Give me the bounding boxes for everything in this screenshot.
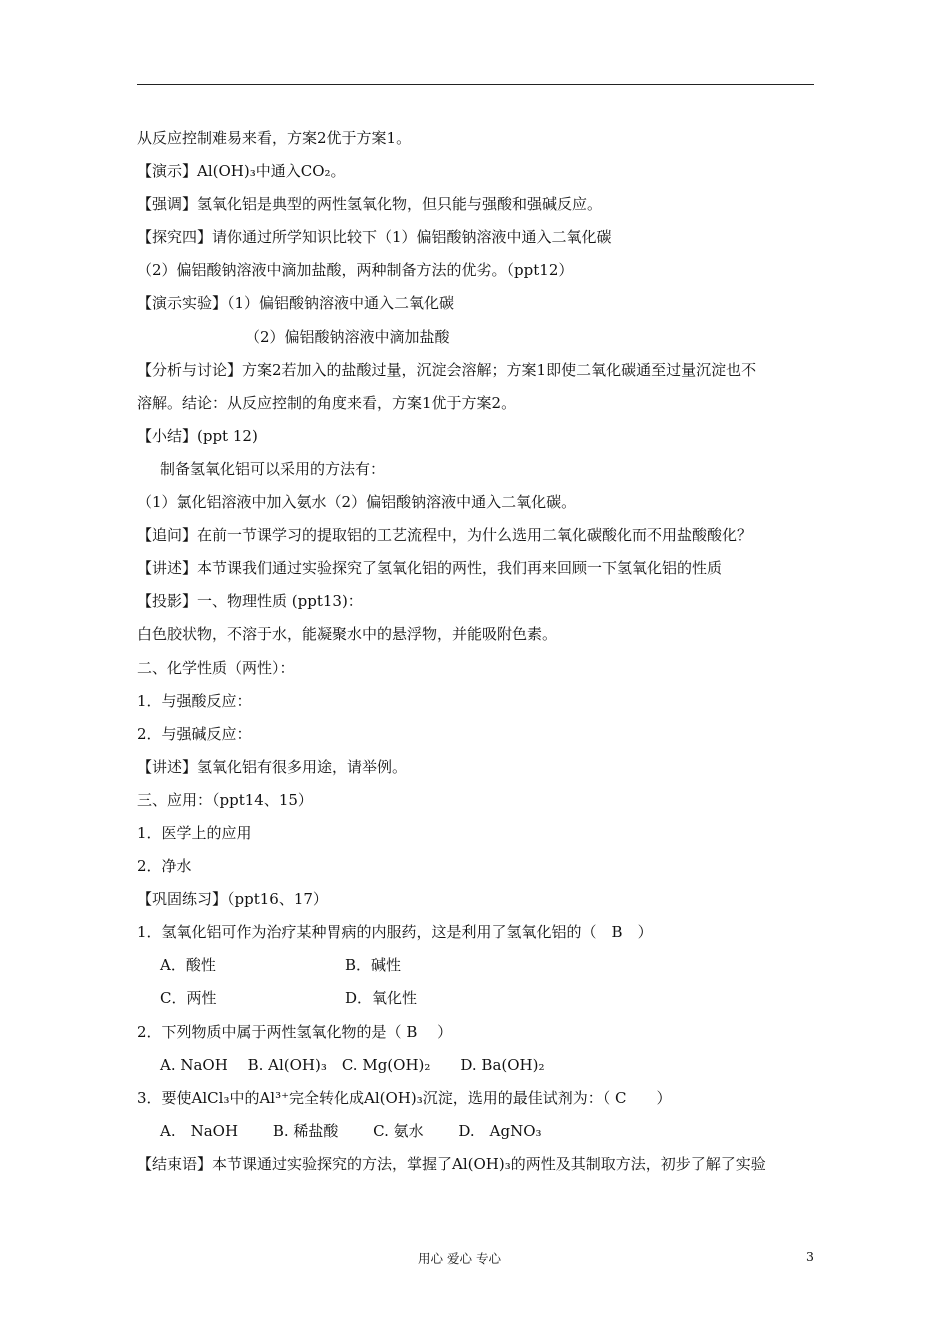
- text-line: 1．与强酸反应：: [137, 691, 252, 710]
- text-line: 【投影】一、物理性质 (ppt13)：: [137, 592, 363, 611]
- text-line: 二、化学性质（两性）：: [137, 658, 295, 677]
- text-line: 【演示实验】（1）偏铝酸钠溶液中通入二氧化碳: [137, 294, 455, 313]
- text-line: 1．医学上的应用: [137, 823, 252, 842]
- text-line: 【讲述】本节课我们通过实验探究了氢氧化铝的两性，我们再来回顾一下氢氧化铝的性质: [137, 559, 723, 578]
- text-line: 2．净水: [137, 857, 192, 876]
- header-rule: [137, 84, 814, 85]
- option-d: D．氧化性: [345, 989, 418, 1008]
- question-1-options-row: [137, 982, 827, 1015]
- text-line: 溶解。结论：从反应控制的角度来看，方案1优于方案2。: [137, 393, 517, 412]
- question-2: 2．下列物质中属于两性氢氧化物的是（ B ）: [137, 1022, 453, 1041]
- footer-motto: 用心 爱心 专心: [418, 1251, 501, 1266]
- document-body: [137, 122, 827, 1181]
- text-line: 【分析与讨论】方案2若加入的盐酸过量，沉淀会溶解；方案1即使二氧化碳通至过量沉淀也不: [137, 360, 757, 379]
- text-line: （2）偏铝酸钠溶液中滴加盐酸: [245, 327, 450, 346]
- text-line: 【追问】在前一节课学习的提取铝的工艺流程中，为什么选用二氧化碳酸化而不用盐酸酸化？: [137, 526, 753, 545]
- closing-remark: 【结束语】本节课通过实验探究的方法，掌握了Al(OH)₃的两性及其制取方法，初步了解了实验: [137, 1154, 766, 1173]
- text-line: 【小结】(ppt 12): [137, 426, 258, 445]
- text-line: 【探究四】请你通过所学知识比较下（1）偏铝酸钠溶液中通入二氧化碳: [137, 228, 612, 247]
- option-c: C．两性: [160, 989, 217, 1008]
- text-line: （2）偏铝酸钠溶液中滴加盐酸，两种制备方法的优劣。（ppt12）: [137, 261, 574, 280]
- text-line: 三、应用：（ppt14、15）: [137, 790, 313, 809]
- text-line: 白色胶状物，不溶于水，能凝聚水中的悬浮物，并能吸附色素。: [137, 625, 558, 644]
- question-1-options-row: [137, 949, 827, 982]
- text-line: （1）氯化铝溶液中加入氨水（2）偏铝酸钠溶液中通入二氧化碳。: [137, 493, 577, 512]
- text-line: 【演示】Al(OH)₃中通入CO₂。: [137, 162, 346, 181]
- text-line: 从反应控制难易来看，方案2优于方案1。: [137, 129, 412, 147]
- option-a: A．酸性: [160, 956, 216, 975]
- text-line: 2．与强碱反应：: [137, 724, 252, 743]
- question-2-options: A. NaOH B. Al(OH)₃ C. Mg(OH)₂ D. Ba(OH)₂: [160, 1055, 545, 1074]
- page-number: 3: [806, 1249, 814, 1264]
- text-line: 制备氢氧化铝可以采用的方法有：: [160, 459, 386, 478]
- page-footer: [0, 1249, 950, 1269]
- question-3: 3．要使AlCl₃中的Al³⁺完全转化成Al(OH)₃沉淀，选用的最佳试剂为：（ C ）: [137, 1088, 672, 1107]
- text-line: 【巩固练习】（ppt16、17）: [137, 890, 328, 909]
- option-b: B．碱性: [345, 956, 402, 975]
- text-line: 【讲述】氢氧化铝有很多用途，请举例。: [137, 757, 408, 776]
- question-1: 1．氢氧化铝可作为治疗某种胃病的内服药，这是利用了氢氧化铝的（ B ）: [137, 923, 653, 942]
- question-3-options: A. NaOH B. 稀盐酸 C. 氨水 D. AgNO₃: [160, 1121, 542, 1140]
- text-line: 【强调】氢氧化铝是典型的两性氢氧化物，但只能与强酸和强碱反应。: [137, 195, 603, 214]
